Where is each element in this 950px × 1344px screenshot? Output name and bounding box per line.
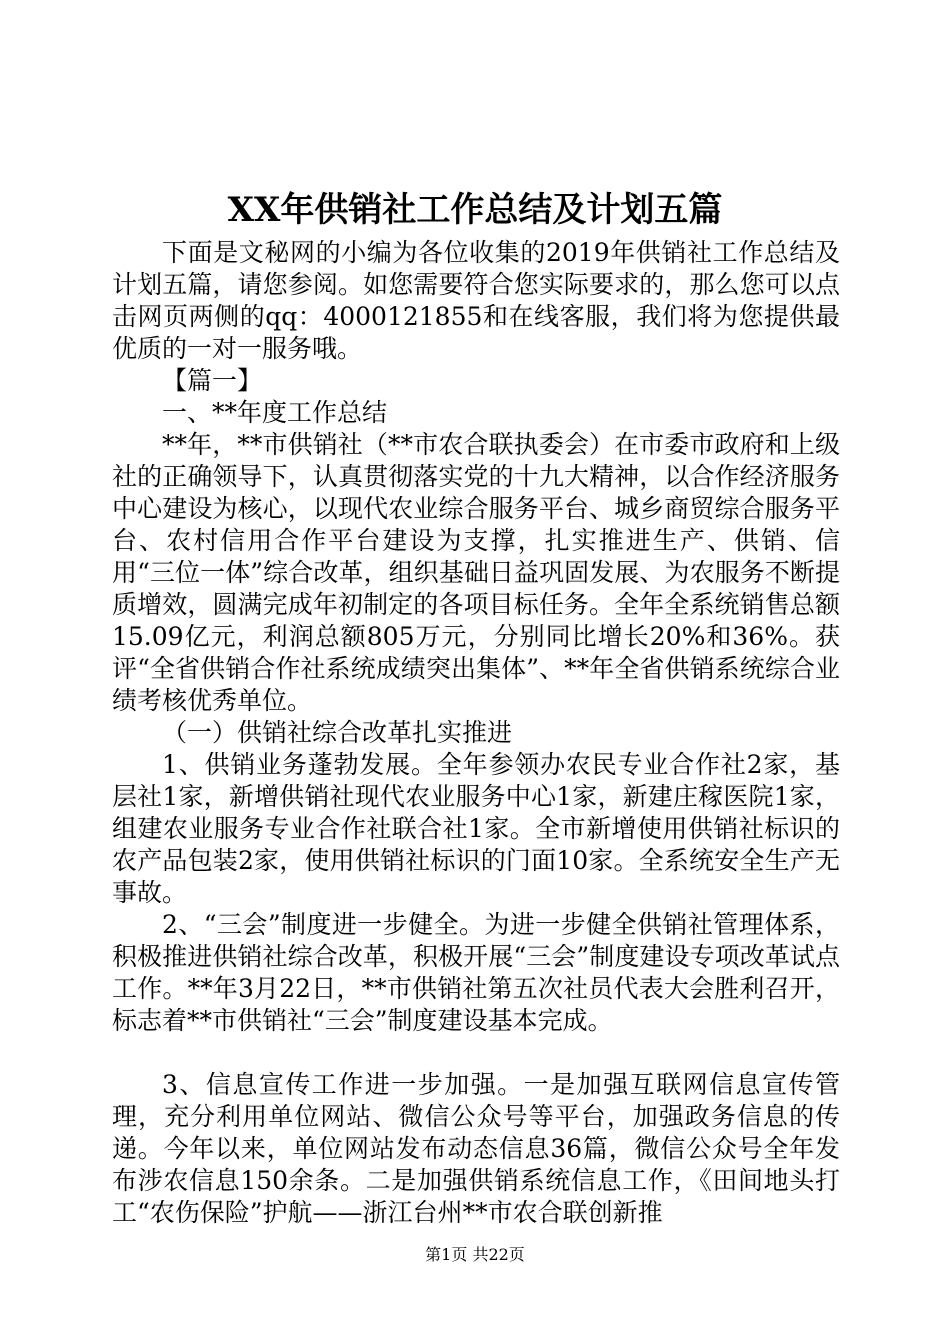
- document-title: XX年供销社工作总结及计划五篇: [227, 190, 723, 230]
- body-paragraph-item-2: 2、“三会”制度进一步健全。为进一步健全供销社管理体系，积极推进供销社综合改革，积极开展“三会”制度建设专项改革试点工作。**年3月22日，**市供销社第五次社员代表大会胜利召开，标志着**市供销社“三会”制度建设基本完成。: [112, 910, 840, 1035]
- intro-paragraph: 下面是文秘网的小编为各位收集的2019年供销社工作总结及计划五篇，请您参阅。如您需要符合您实际要求的，那么您可以点击网页两侧的qq：4000121855和在线客服，我们将为您提供最优质的一对一服务哦。: [112, 238, 840, 363]
- body-paragraph-item-1: 1、供销业务蓬勃发展。全年参领办农民专业合作社2家，基层社1家，新增供销社现代农业服务中心1家，新建庄稼医院1家，组建农业服务专业合作社联合社1家。全市新增使用供销社标识的农产品包装2家，使用供销社标识的门面10家。全系统安全生产无事故。: [112, 750, 840, 907]
- body-paragraph-item-3: 3、信息宣传工作进一步加强。一是加强互联网信息宣传管理，充分利用单位网站、微信公众号等平台，加强政务信息的传递。今年以来，单位网站发布动态信息36篇，微信公众号全年发布涉农信息150余条。二是加强供销系统信息工作，《田间地头打工“农伤保险”护航——浙江台州**市农合联创新推: [112, 1070, 840, 1227]
- section-heading-annual-summary: 一、**年度工作总结: [162, 398, 388, 427]
- body-paragraph-overview: **年，**市供销社（**市农合联执委会）在市委市政府和上级社的正确领导下，认真贯彻落实党的十九大精神，以合作经济服务中心建设为核心，以现代农业综合服务平台、城乡商贸综合服务平台、农村信用合作平台建设为支撑，扎实推进生产、供销、信用“三位一体”综合改革，组织基础日益巩固发展、为农服务不断提质增效，圆满完成年初制定的各项目标任务。全年全系统销售总额15.09亿元，利润总额805万元，分别同比增长20%和36%。获评“全省供销合作社系统成绩突出集体”、**年全省供销系统综合业绩考核优秀单位。: [112, 430, 840, 715]
- page-number-footer: 第1页 共22页: [425, 1245, 525, 1264]
- subsection-heading-reform: （一）供销社综合改革扎实推进: [162, 718, 513, 747]
- document-body: [112, 237, 840, 1229]
- section-heading-part-one: 【篇一】: [162, 366, 263, 395]
